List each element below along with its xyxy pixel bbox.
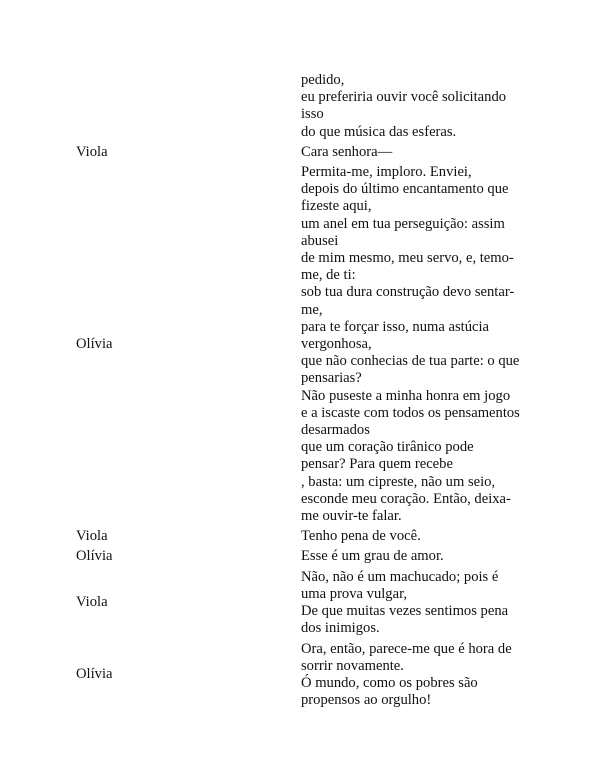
speech-text — [301, 566, 536, 638]
speech-line: propensos ao orgulho! — [301, 692, 432, 709]
speech-line: pensar? Para quem recebe — [301, 456, 453, 473]
speaker-name: Viola — [76, 594, 108, 611]
dialogue-row — [76, 72, 536, 141]
speech-line: De que muitas vezes sentimos pena — [301, 603, 509, 620]
speech-line: do que música das esferas. — [301, 123, 457, 140]
speech-text — [301, 161, 536, 525]
speech-line: que não conhecias de tua parte: o que — [301, 353, 520, 370]
speech-text — [301, 72, 536, 141]
dialogue-row — [76, 638, 536, 710]
dialogue-row — [76, 545, 536, 565]
speech-line: Não puseste a minha honra em jogo — [301, 387, 511, 404]
speech-line: uma prova vulgar, — [301, 585, 407, 602]
speech-line: para te forçar isso, numa astúcia — [301, 318, 490, 335]
speech-line: Tenho pena de você. — [301, 528, 421, 545]
speaker-name — [76, 72, 301, 141]
speech-line: Cara senhora— — [301, 143, 393, 160]
speech-line: de mim mesmo, meu servo, e, temo- — [301, 250, 514, 267]
speaker-name: Olívia — [76, 666, 113, 683]
speech-line: pensarias? — [301, 370, 362, 387]
speech-line: sorrir novamente. — [301, 657, 404, 674]
speech-line: vergonhosa, — [301, 336, 372, 353]
speaker-name: Viola — [76, 528, 108, 545]
speech-line: , basta: um cipreste, não um seio, — [301, 473, 496, 490]
speech-line: e a iscaste com todos os pensamentos — [301, 404, 520, 421]
speaker-name: Viola — [76, 143, 108, 160]
speech-line: dos inimigos. — [301, 620, 380, 637]
speaker-name: Olívia — [76, 548, 113, 565]
speech-line: me, de ti: — [301, 267, 356, 284]
speech-line: me ouvir-te falar. — [301, 508, 402, 525]
speech-line: Esse é um grau de amor. — [301, 548, 444, 565]
speech-line: eu preferiria ouvir você solicitando — [301, 89, 507, 106]
speech-text — [301, 141, 536, 161]
speech-line: um anel em tua perseguição: assim — [301, 215, 505, 232]
speech-line: esconde meu coração. Então, deixa- — [301, 490, 511, 507]
speech-line: Ora, então, parece-me que é hora de — [301, 640, 512, 657]
dialogue-row — [76, 161, 536, 525]
speech-line: Não, não é um machucado; pois é — [301, 568, 499, 585]
speech-line: fizeste aqui, — [301, 198, 372, 215]
dialogue-row — [76, 566, 536, 638]
speech-line: desarmados — [301, 422, 370, 439]
speech-line: que um coração tirânico pode — [301, 439, 474, 456]
speech-text — [301, 638, 536, 710]
speech-text — [301, 525, 536, 545]
speech-line: depois do último encantamento que — [301, 181, 509, 198]
speech-line: Ó mundo, como os pobres são — [301, 674, 478, 691]
dialogue-row — [76, 525, 536, 545]
dialogue-row — [76, 141, 536, 161]
speech-line: isso — [301, 106, 324, 123]
speech-line: pedido, — [301, 72, 345, 88]
speech-line: abusei — [301, 232, 339, 249]
speech-line: sob tua dura construção devo sentar- — [301, 284, 515, 301]
dialogue-table — [76, 72, 536, 709]
speech-line: Permita-me, imploro. Enviei, — [301, 164, 472, 181]
speaker-name: Olívia — [76, 336, 113, 353]
speech-line: me, — [301, 301, 323, 318]
speech-text — [301, 545, 536, 565]
